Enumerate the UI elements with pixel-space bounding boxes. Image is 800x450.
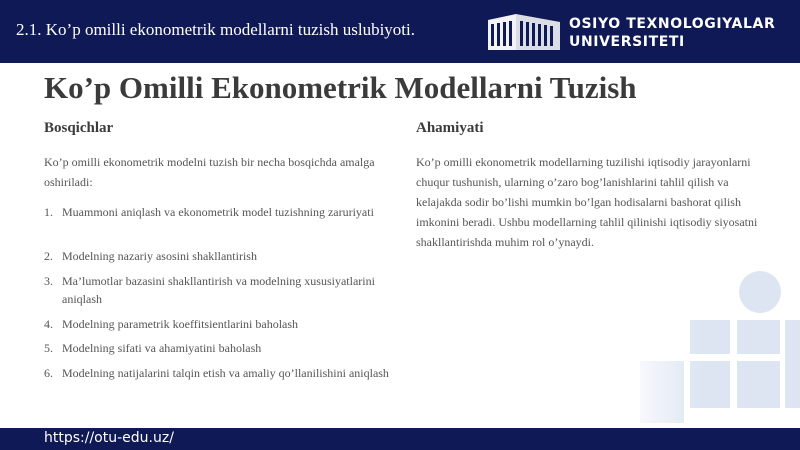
section-title: 2.1. Ko’p omilli ekonometrik modellarni tuzish uslubiyoti. (16, 20, 415, 39)
importance-text: Ko’p omilli ekonometrik modellarning tuzilishi iqtisodiy jarayonlarni chuqur tushunish, ularning o’zaro bog’lanishlarini tahlil qilish va kelajakda sodir bo’lishi mumkin bo’lgan hodisalarni bashorat qilish imkonini beradi. Ushbu modellarning tahlil qilinishi iqtisodiy siyosatni shakllantirishda muhim rol o’ynaydi. (416, 155, 758, 249)
logo-line-2: UNIVERSITETI (569, 34, 685, 50)
steps-intro: Ko’p omilli ekonometrik modelni tuzish bir necha bosqichda amalga oshiriladi: (44, 155, 375, 189)
step-text: Modelning parametrik koeffitsientlarini baholash (62, 317, 299, 331)
step-text: Modelning nazariy asosini shakllantirish (62, 249, 257, 263)
step-number: 2. (44, 249, 53, 263)
step-text: Muammoni aniqlash va ekonometrik model tuzishning zaruriyati (62, 205, 374, 219)
importance-heading: Ahamiyati (416, 120, 484, 136)
step-number: 1. (44, 205, 53, 219)
list-item (44, 247, 389, 265)
step-text: Ma’lumotlar bazasini shakllantirish va modelning xususiyatlarini aniqlash (62, 274, 375, 306)
list-item (44, 339, 389, 357)
step-number: 5. (44, 341, 53, 355)
header-bar (0, 0, 800, 63)
step-text: Modelning sifati va ahamiyatini baholash (62, 341, 262, 355)
list-item (44, 364, 389, 382)
footer-bar (0, 428, 800, 450)
list-item (44, 315, 389, 333)
step-text: Modelning natijalarini talqin etish va amaliy qo’llanilishini aniqlash (62, 366, 389, 380)
list-item (44, 272, 389, 308)
slide-title: Ko’p Omilli Ekonometrik Modellarni Tuzish (44, 70, 637, 105)
step-number: 3. (44, 274, 53, 288)
steps-heading: Bosqichlar (44, 120, 114, 136)
building-icon (486, 12, 562, 52)
website-link[interactable]: https://otu-edu.uz/ (44, 430, 174, 446)
step-number: 6. (44, 366, 53, 380)
university-logo-text (569, 15, 775, 51)
step-number: 4. (44, 317, 53, 331)
list-item (44, 203, 389, 221)
logo-line-1: OSIYO TEXNOLOGIYALAR (569, 16, 776, 32)
decorative-background-graphic (620, 265, 800, 428)
